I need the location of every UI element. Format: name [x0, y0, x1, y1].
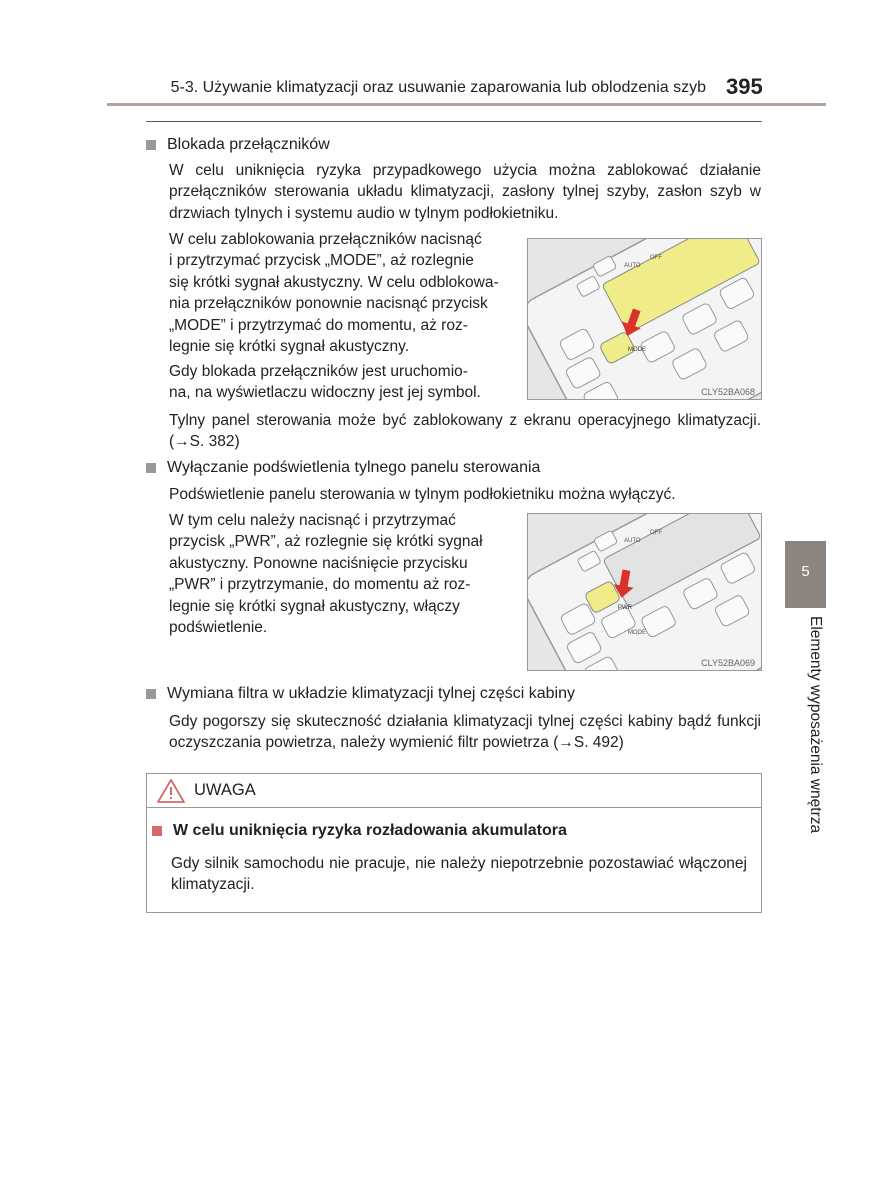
auto-button-label: AUTO [624, 263, 641, 269]
section-heading-text: Wyłączanie podświetlenia tylnego panelu sterowania [167, 459, 541, 476]
control-panel-illustration [528, 239, 761, 399]
text-line: podświetlenie. [169, 619, 268, 637]
section2-instructions [169, 510, 505, 638]
text-line: W celu zablokowania przełączników nacisnąć [169, 231, 482, 248]
chapter-number: 5 [801, 563, 810, 580]
text-line: Gdy blokada przełączników jest uruchomio- [169, 363, 468, 380]
section-heading-backlight [146, 459, 540, 477]
header-rule-thin [146, 121, 762, 122]
text-line: „MODE” i przytrzymać do momentu, aż roz- [169, 316, 468, 334]
auto-button-label: AUTO [624, 538, 641, 544]
text-line: „PWR” i przytrzymanie, do momentu aż roz- [169, 576, 471, 594]
section2-intro: Podświetlenie panelu sterowania w tylnym podłokietniku można wyłączyć. [169, 486, 676, 503]
section1-instructions [169, 229, 505, 357]
section-heading-filter [146, 685, 575, 703]
section-heading-switch-lock [146, 136, 330, 154]
off-button-label: OFF [650, 530, 662, 536]
figure-code: CLY52BA069 [701, 658, 755, 668]
text-line: nia przełączników ponownie nacisnąć przycisk [169, 295, 488, 313]
warning-heading [152, 822, 567, 840]
header-rule [107, 103, 826, 106]
section-heading-text: Wymiana filtra w układzie klimatyzacji tylnej części kabiny [167, 685, 575, 702]
text-line: przycisk „PWR”, aż rozlegnie się krótki sygnał [169, 533, 483, 551]
bullet-square-icon [146, 463, 156, 473]
bullet-square-icon [146, 689, 156, 699]
figure-code: CLY52BA068 [701, 387, 755, 397]
control-panel-illustration [528, 514, 761, 670]
section1-lock-symbol-note [169, 361, 505, 404]
text-line: W tym celu należy nacisnąć i przytrzymać [169, 512, 456, 529]
mode-button-label: MODE [628, 347, 646, 353]
header-title: 5-3. Używanie klimatyzacji oraz usuwanie zaparowania lub oblodzenia szyb [170, 79, 706, 96]
pwr-button-label: PWR [618, 605, 632, 611]
warning-header [147, 774, 761, 808]
text-line: legnie się krótki sygnał akustyczny. [169, 338, 410, 356]
figure-pwr-button [527, 513, 762, 671]
warning-triangle-icon [156, 778, 186, 804]
off-button-label: OFF [650, 255, 662, 261]
text-line: legnie się krótki sygnał akustyczny, włączy [169, 597, 460, 615]
mode-button-label: MODE [628, 630, 646, 636]
text-line: i przytrzymać przycisk „MODE”, aż rozlegnie [169, 252, 474, 270]
section1-intro: W celu uniknięcia ryzyka przypadkowego użycia można zablokować działanie przełączników sterowania układu klimatyzacji, zasłony tylnej szyby, zasłon szyb w drzwiach tylnych i systemu audio w tylnym podłokietniku. [169, 162, 761, 222]
section1-extra-note: Tylny panel sterowania może być zablokowany z ekranu operacyjnego klimatyzacji. (→S. 382) [169, 412, 761, 451]
warning-heading-text: W celu uniknięcia ryzyka rozładowania akumulatora [173, 822, 567, 839]
figure-mode-button [527, 238, 762, 400]
warning-title: UWAGA [194, 781, 256, 799]
page-number: 395 [726, 74, 763, 99]
bullet-square-icon [152, 826, 162, 836]
bullet-square-icon [146, 140, 156, 150]
chapter-label: Elementy wyposażenia wnętrza [807, 616, 824, 834]
section3-body: Gdy pogorszy się skuteczność działania klimatyzacji tylnej części kabiny bądź funkcji oczyszczania powietrza, należy wymienić filtr powietrza (→S. 492) [169, 713, 761, 752]
warning-box [146, 773, 762, 913]
warning-body: Gdy silnik samochodu nie pracuje, nie należy niepotrzebnie pozostawiać włączonej klimatyzacji. [171, 855, 747, 894]
text-line: akustyczny. Ponowne naciśnięcie przycisku [169, 554, 468, 572]
text-line: na, na wyświetlaczu widoczny jest jej symbol. [169, 384, 481, 402]
text-line: się krótki sygnał akustyczny. W celu odblokowa- [169, 273, 499, 291]
chapter-tab [785, 541, 826, 608]
section-heading-text: Blokada przełączników [167, 136, 330, 153]
